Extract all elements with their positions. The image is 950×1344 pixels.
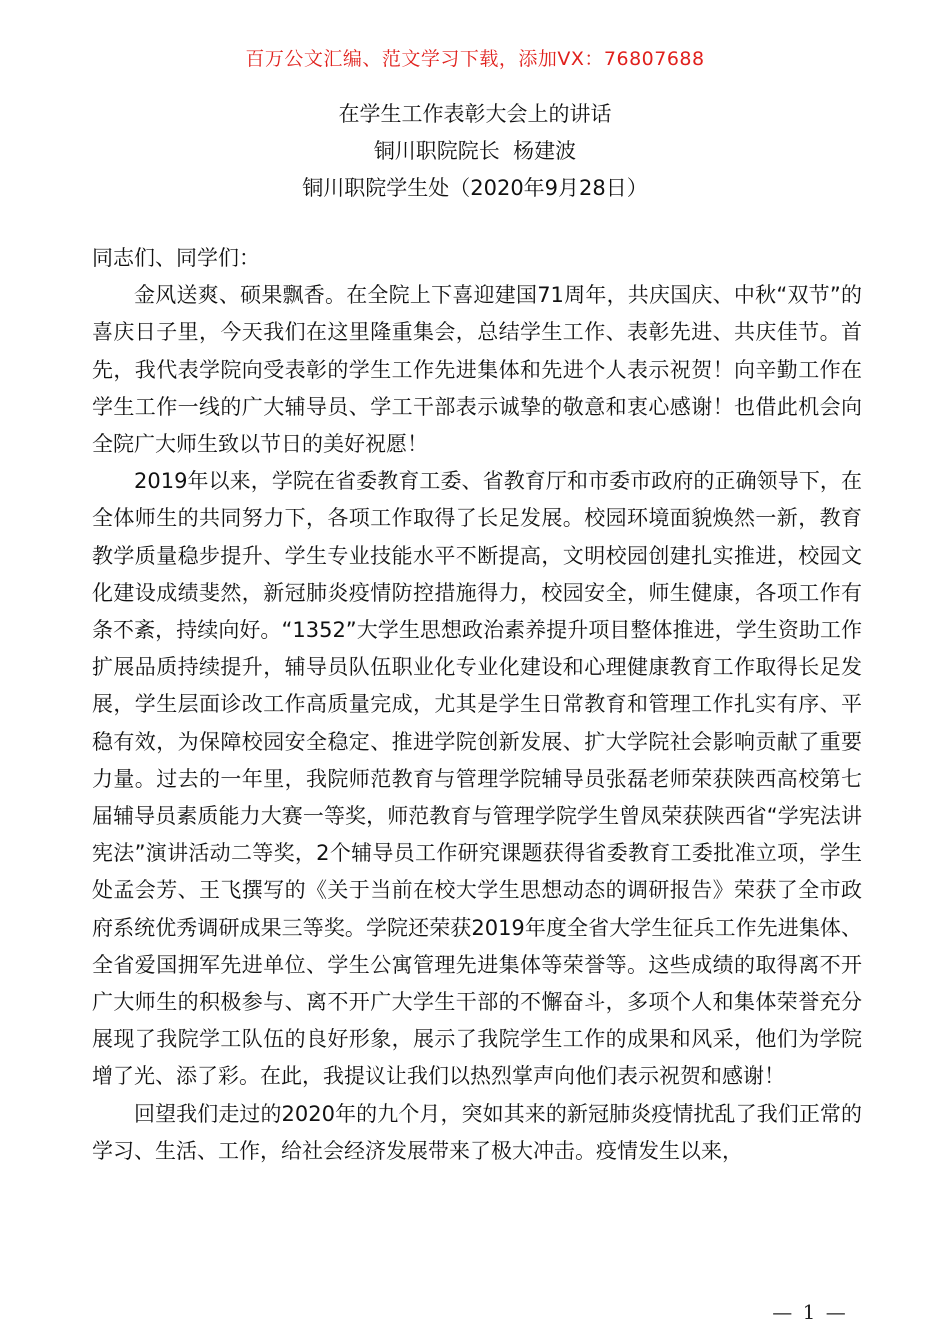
speech-body [92,240,862,1170]
paragraph: 回望我们走过的2020年的九个月，突如其来的新冠肺炎疫情扰乱了我们正常的学习、生活、工作，给社会经济发展带来了极大冲击。疫情发生以来， [92,1101,862,1163]
salutation: 同志们、同学们： [92,246,260,270]
promo-banner: 百万公文汇编、范文学习下载，添加VX：76807688 [245,48,705,70]
speaker-line: 铜川职院院长 杨建波 [373,139,577,163]
issuer-date-line: 铜川职院学生处（2020年9月28日） [302,176,648,200]
paragraph: 2019年以来，学院在省委教育工委、省教育厅和市委市政府的正确领导下，在全体师生的共同努力下，各项工作取得了长足发展。校园环境面貌焕然一新，教育教学质量稳步提升、学生专业技能水平不断提高，文明校园创建扎实推进，校园文化建设成绩斐然，新冠肺炎疫情防控措施得力，校园安全，师生健康，各项工作有条不紊，持续向好。“1352”大学生思想政治素养提升项目整体推进，学生资助工作扩展品质持续提升，辅导员队伍职业化专业化建设和心理健康教育工作取得长足发展，学生层面诊改工作高质量完成，尤其是学生日常教育和管理工作扎实有序、平稳有效，为保障校园安全稳定、推进学院创新发展、扩大学院社会影响贡献了重要力量。过去的一年里，我院师范教育与管理学院辅导员张磊老师荣获陕西高校第七届辅导员素质能力大赛一等奖，师范教育与管理学院学生曾凤荣获陕西省“学宪法讲宪法”演讲活动二等奖，2个辅导员工作研究课题获得省委教育工委批准立项，学生处孟会芳、王飞撰写的《关于当前在校大学生思想动态的调研报告》荣获了全市政府系统优秀调研成果三等奖。学院还荣获2019年度全省大学生征兵工作先进集体、全省爱国拥军先进单位、学生公寓管理先进集体等荣誉等。这些成绩的取得离不开广大师生的积极参与、离不开广大学生干部的不懈奋斗，多项个人和集体荣誉充分展现了我院学工队伍的良好形象，展示了我院学生工作的成果和风采，他们为学院增了光、添了彩。在此，我提议让我们以热烈掌声向他们表示祝贺和感谢！ [92,469,862,1089]
page-number: — 1 — [772,1300,848,1324]
title-block [0,96,950,207]
speech-title: 在学生工作表彰大会上的讲话 [338,102,612,126]
paragraph: 金风送爽、硕果飘香。在全院上下喜迎建国71周年，共庆国庆、中秋“双节”的喜庆日子里，今天我们在这里隆重集会，总结学生工作、表彰先进、共庆佳节。首先，我代表学院向受表彰的学生工作先进集体和先进个人表示祝贺！向辛勤工作在学生工作一线的广大辅导员、学工干部表示诚挚的敬意和衷心感谢！也借此机会向全院广大师生致以节日的美好祝愿！ [92,283,862,457]
